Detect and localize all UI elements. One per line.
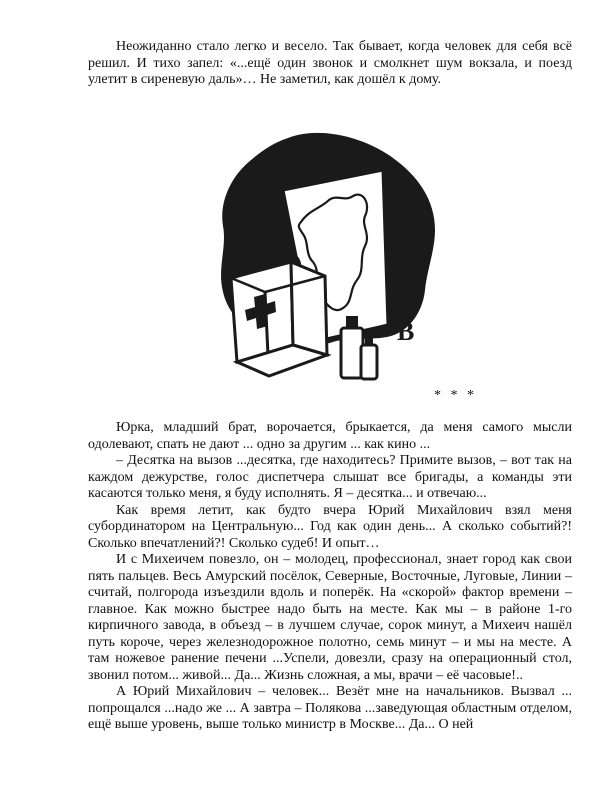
paragraph: Как время летит, как будто вчера Юрий Михайлович взял меня субординатором на Центральную... Год как один день... А сколько событий?! Сколько впечатлений?! Сколько судеб! И опыт… [88, 502, 572, 551]
paragraph: – Десятка на вызов ...десятка, где находитесь? Примите вызов, – вот так на каждом дежурстве, голос диспетчера слышат все бригады, а команды эти касаются только меня, я буду исполнять. Я – десятка... и отвечаю... [88, 453, 572, 501]
paragraph: Юрка, младший брат, ворочается, брыкается, да меня самого мысли одолевают, спать не дают ... одно за другим ... как кино ... [88, 420, 572, 452]
section-separator: * * * [434, 388, 477, 403]
medical-kit-map-drawing [213, 130, 438, 395]
intro-paragraph: Неожиданно стало легко и весело. Так бывает, когда человек для себя всё решил. И тихо запел: «...ещё один звонок и смолкнет шум вокзала, и поезд улетит в сиреневую даль»… Не заметил, как дошёл к дому. [88, 39, 572, 87]
artist-signature: В [397, 317, 415, 346]
paragraph: И с Михеичем повезло, он – молодец, профессионал, знает город как свои пять пальцев. Весь Амурский посёлок, Северные, Восточные, Луговые, Линии – считай, полгорода изъездили вдоль и поперёк. На «скорой» фактор времени – главное. Как можно быстрее надо быть на месте. Как мы – в районе 1-го кирпичного завода, в объезд – в лучшем случае, сорок минут, а Михеич нашёл путь короче, через железнодорожное полотно, семь минут – и мы на месте. А там ножевое ранение печени ...Успели, довезли, сразу на операционный стол, звонил потом... живой... Да... Жизнь сложная, а мы, врачи – её часовые!.. [88, 552, 572, 683]
illustration [213, 130, 438, 395]
paragraph: А Юрий Михайлович – человек... Везёт мне на начальников. Вызвал ... попрощался ...надо же ... А завтра – Полякова ...заведующая областным отделом, ещё выше уровень, выше только министр в Москве... Да... О ней [88, 684, 572, 732]
main-text [88, 420, 572, 734]
